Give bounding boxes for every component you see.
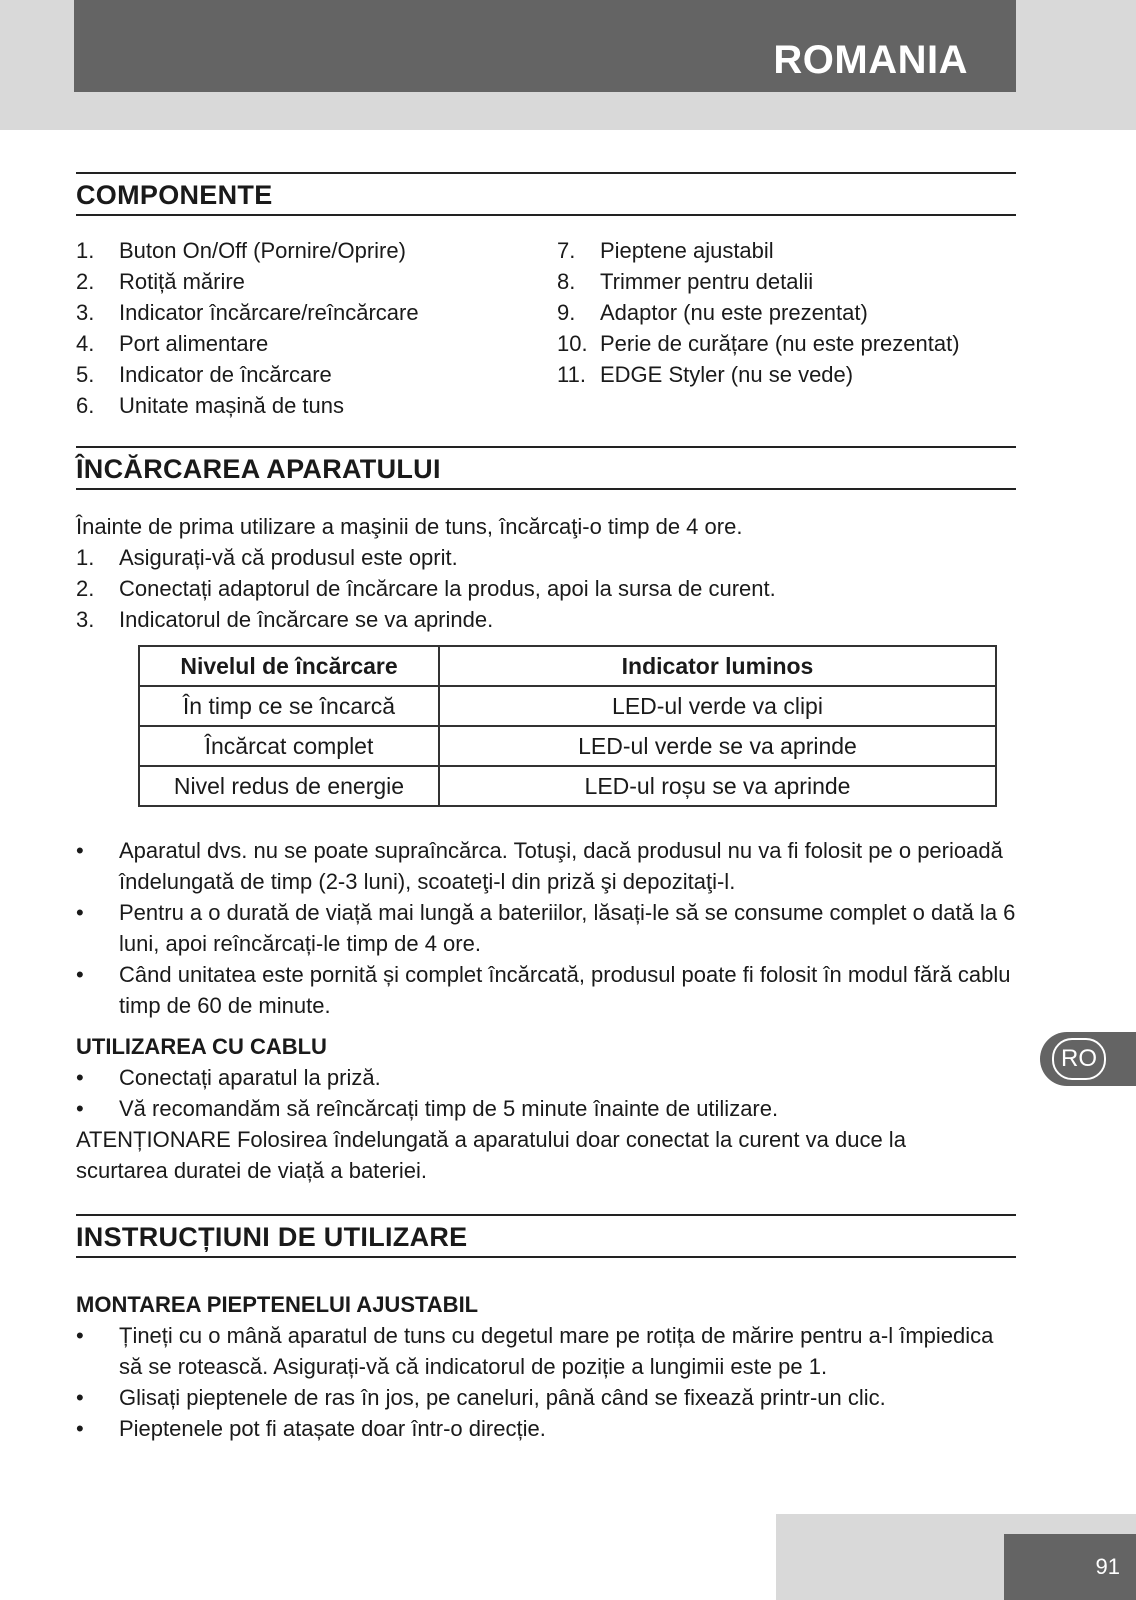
warning-line-1: ATENȚIONARE Folosirea îndelungată a aparatului doar conectat la curent va duce la bbox=[76, 1127, 906, 1152]
table-cell: Încărcat complet bbox=[139, 726, 439, 766]
list-item: 1. Buton On/Off (Pornire/Oprire) bbox=[76, 238, 406, 263]
list-item: 2. Conectați adaptorul de încărcare la produs, apoi la sursa de curent. bbox=[76, 576, 776, 601]
language-tab bbox=[1040, 1032, 1136, 1086]
charging-intro: Înainte de prima utilizare a maşinii de tuns, încărcaţi-o timp de 4 ore. bbox=[76, 514, 743, 539]
list-item: 9. Adaptor (nu este prezentat) bbox=[557, 300, 868, 325]
components-list-left bbox=[76, 235, 419, 421]
table-cell: În timp ce se încarcă bbox=[139, 686, 439, 726]
section-heading-text: ÎNCĂRCAREA APARATULUI bbox=[76, 454, 441, 484]
list-item: 5. Indicator de încărcare bbox=[76, 362, 332, 387]
column-header: Indicator luminos bbox=[439, 646, 996, 686]
bullet-icon: • bbox=[76, 1385, 84, 1410]
comb-mounting-list bbox=[76, 1320, 1016, 1444]
bullet-icon: • bbox=[76, 1323, 84, 1348]
table-row bbox=[139, 726, 996, 766]
list-item: 7. Pieptene ajustabil bbox=[557, 238, 774, 263]
bullet-icon: • bbox=[76, 962, 84, 987]
list-item: 3. Indicatorul de încărcare se va aprinde. bbox=[76, 607, 494, 632]
bullet-icon: • bbox=[76, 1096, 84, 1121]
list-item: • Când unitatea este pornită și complet încărcată, produsul poate fi folosit în modul fără cablu timp de 60 de minute. bbox=[76, 959, 1016, 1021]
list-item: 2. Rotiță mărire bbox=[76, 269, 245, 294]
section-heading-components bbox=[76, 172, 1016, 216]
list-item: • Pentru a o durată de viață mai lungă a bateriilor, lăsați-le să se consume complet o dată la 6 luni, apoi reîncărcați-le timp de 4 ore. bbox=[76, 897, 1016, 959]
list-item: 10. Perie de curățare (nu este prezentat) bbox=[557, 331, 960, 356]
corded-use-heading: UTILIZAREA CU CABLU bbox=[76, 1034, 327, 1059]
page-title: ROMANIA bbox=[773, 38, 968, 82]
list-item: 1. Asigurați-vă că produsul este oprit. bbox=[76, 545, 458, 570]
charging-notes bbox=[76, 835, 1016, 1021]
language-tab-label: RO bbox=[1052, 1038, 1106, 1080]
section-heading-text: COMPONENTE bbox=[76, 180, 273, 210]
section-heading-instructions bbox=[76, 1214, 1016, 1258]
list-item: 3. Indicator încărcare/reîncărcare bbox=[76, 300, 419, 325]
list-item: 8. Trimmer pentru detalii bbox=[557, 269, 814, 294]
list-item: • Țineți cu o mână aparatul de tuns cu degetul mare pe rotița de mărire pentru a-l împiedica să se rotească. Asigurați-vă că indicatorul de poziție a lungimii este pe 1. bbox=[76, 1320, 1016, 1382]
bullet-icon: • bbox=[76, 838, 84, 863]
charging-steps bbox=[76, 542, 776, 635]
table-cell: LED-ul verde va clipi bbox=[439, 686, 996, 726]
list-item: • Pieptenele pot fi atașate doar într-o direcție. bbox=[76, 1413, 1016, 1444]
table-row bbox=[139, 686, 996, 726]
warning-line-2: scurtarea duratei de viață a bateriei. bbox=[76, 1158, 427, 1183]
bullet-icon: • bbox=[76, 1416, 84, 1441]
column-header: Nivelul de încărcare bbox=[139, 646, 439, 686]
list-item: 4. Port alimentare bbox=[76, 331, 269, 356]
list-item: • Aparatul dvs. nu se poate supraîncărca. Totuşi, dacă produsul nu va fi folosit pe o perioadă îndelungată de timp (2-3 luni), scoateţi-l din priză şi depozitaţi-l. bbox=[76, 835, 1016, 897]
header-bar bbox=[74, 0, 1016, 92]
page-number-box bbox=[1004, 1534, 1136, 1600]
section-heading-charging bbox=[76, 446, 1016, 490]
table-header-row bbox=[139, 646, 996, 686]
page-number: 91 bbox=[1095, 1554, 1120, 1579]
list-item: • Conectați aparatul la priză. bbox=[76, 1062, 778, 1093]
list-item: • Glisați pieptenele de ras în jos, pe caneluri, până când se fixează printr-un clic. bbox=[76, 1382, 1016, 1413]
comb-mounting-heading: MONTAREA PIEPTENELUI AJUSTABIL bbox=[76, 1292, 479, 1317]
components-list-right bbox=[557, 235, 960, 390]
list-item: 11. EDGE Styler (nu se vede) bbox=[557, 362, 854, 387]
list-item: 6. Unitate mașină de tuns bbox=[76, 393, 345, 418]
table-row bbox=[139, 766, 996, 806]
section-heading-text: INSTRUCȚIUNI DE UTILIZARE bbox=[76, 1222, 468, 1252]
table-cell: LED-ul verde se va aprinde bbox=[439, 726, 996, 766]
bullet-icon: • bbox=[76, 1065, 84, 1090]
corded-use-list bbox=[76, 1062, 778, 1124]
charging-level-table bbox=[138, 645, 997, 807]
table-cell: Nivel redus de energie bbox=[139, 766, 439, 806]
table-cell: LED-ul roșu se va aprinde bbox=[439, 766, 996, 806]
list-item: • Vă recomandăm să reîncărcați timp de 5 minute înainte de utilizare. bbox=[76, 1093, 778, 1124]
bullet-icon: • bbox=[76, 900, 84, 925]
